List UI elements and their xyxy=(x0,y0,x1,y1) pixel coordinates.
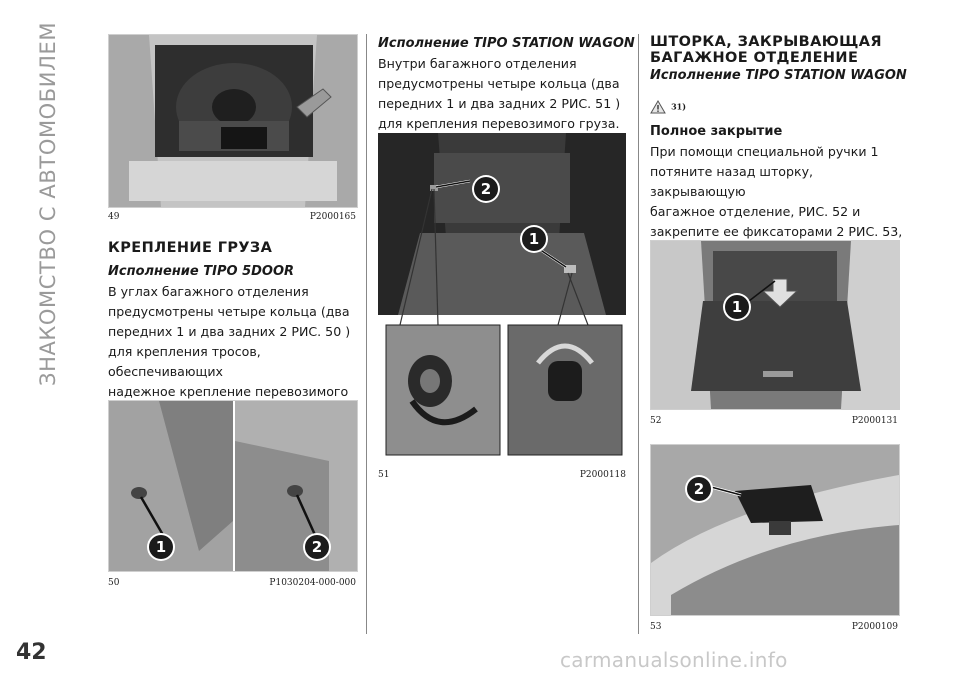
site-watermark: carmanualsonline.info xyxy=(560,648,788,672)
column-rule-1 xyxy=(366,34,367,634)
figure-50-rings-photo xyxy=(108,400,358,572)
figure-53-illustration xyxy=(651,445,899,615)
figure-53-code: P2000109 xyxy=(851,622,898,632)
col1-line-2: предусмотрены четыре кольца (два xyxy=(108,304,350,319)
warning-triangle-icon xyxy=(650,100,666,114)
luggage-cover-heading-line-1: ШТОРКА, ЗАКРЫВАЮЩАЯ xyxy=(650,34,882,50)
column-rule-2 xyxy=(638,34,639,634)
figure-49-trunk-photo xyxy=(108,34,358,208)
figure-50-number: 50 xyxy=(108,578,120,588)
figure-51-callout-2: 2 xyxy=(474,177,498,201)
figure-52-cover-handle-photo xyxy=(650,240,900,410)
luggage-cover-heading-line-2: БАГАЖНОЕ ОТДЕЛЕНИЕ xyxy=(650,50,859,66)
col3-line-1: При помощи специальной ручки 1 xyxy=(650,144,879,159)
figure-49-illustration xyxy=(109,35,357,207)
section-heading-cargo-securing: КРЕПЛЕНИЕ ГРУЗА xyxy=(108,240,273,256)
col1-line-1: В углах багажного отделения xyxy=(108,284,309,299)
figure-49-number: 49 xyxy=(108,212,120,222)
figure-51-caption xyxy=(378,470,626,482)
warning-ref xyxy=(650,96,686,112)
figure-53-caption xyxy=(650,622,898,634)
figure-51-station-wagon-trunk xyxy=(378,133,626,463)
figure-52-code: P2000131 xyxy=(851,416,898,426)
figure-49-code: P2000165 xyxy=(309,212,356,222)
figure-53-cover-latch-photo xyxy=(650,444,900,616)
figure-50-code: P1030204-000-000 xyxy=(269,578,356,588)
subsection-full-closing: Полное закрытие xyxy=(650,124,783,139)
figure-51-illustration xyxy=(378,133,626,463)
col3-line-4: закрепите ее фиксаторами 2 РИС. 53, xyxy=(650,224,903,239)
figure-52-callout-1: 1 xyxy=(725,295,749,319)
warning-ref-number: 31) xyxy=(671,101,687,112)
col2-paragraph xyxy=(378,54,636,134)
page-number: 42 xyxy=(16,640,47,665)
figure-53-callout-2: 2 xyxy=(687,477,711,501)
figure-51-code: P2000118 xyxy=(579,470,626,480)
col1-line-4: для крепления тросов, обеспечивающих xyxy=(108,344,261,379)
figure-53-number: 53 xyxy=(650,622,662,632)
figure-49-caption xyxy=(108,212,356,224)
col2-line-4: для крепления перевозимого груза. xyxy=(378,116,620,131)
col1-line-3: передних 1 и два задних 2 РИС. 50 ) xyxy=(108,324,351,339)
figure-52-number: 52 xyxy=(650,416,662,426)
section-heading-luggage-cover xyxy=(650,34,882,66)
col3-line-3: багажное отделение, РИС. 52 и xyxy=(650,204,861,219)
col1-line-5: надежное крепление перевозимого xyxy=(108,384,349,399)
subheading-tipo-station-wagon: Исполнение TIPO STATION WAGON xyxy=(378,36,635,51)
figure-52-caption xyxy=(650,416,898,428)
figure-50-callout-2: 2 xyxy=(305,535,329,559)
figure-51-callout-1: 1 xyxy=(522,227,546,251)
col2-line-2: предусмотрены четыре кольца (два xyxy=(378,76,620,91)
col2-line-1: Внутри багажного отделения xyxy=(378,56,577,71)
chapter-side-title: ЗНАКОМСТВО С АВТОМОБИЛЕМ xyxy=(36,21,60,386)
figure-51-number: 51 xyxy=(378,470,390,480)
subheading-tipo-station-wagon-cover: Исполнение TIPO STATION WAGON xyxy=(650,68,907,83)
col3-line-2: потяните назад шторку, закрывающую xyxy=(650,164,814,199)
subheading-tipo-5door: Исполнение TIPO 5DOOR xyxy=(108,264,295,279)
figure-50-caption xyxy=(108,578,356,590)
col2-line-3: передних 1 и два задних 2 РИС. 51 ) xyxy=(378,96,621,111)
figure-52-illustration xyxy=(651,241,899,409)
figure-50-callout-1: 1 xyxy=(149,535,173,559)
